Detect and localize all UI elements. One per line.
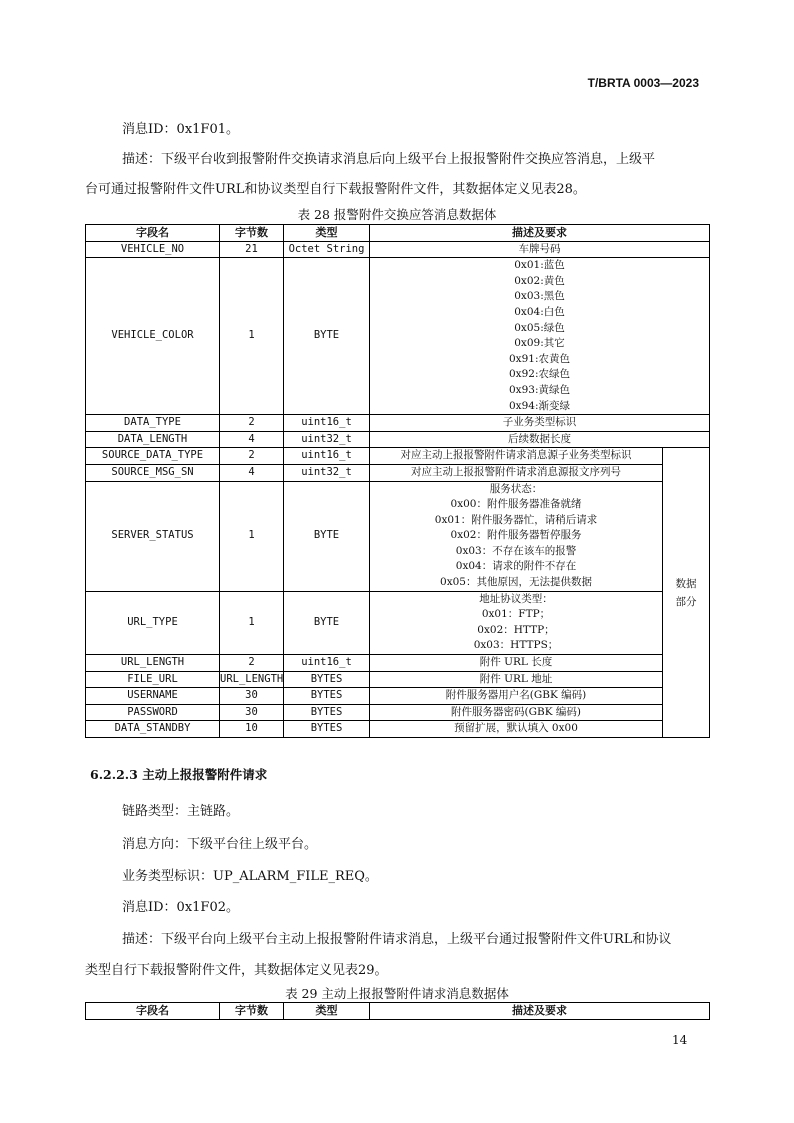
column-header: 字节数	[220, 1003, 284, 1020]
byte-count-cell: 2	[220, 448, 284, 465]
description-line: 0x03：HTTPS；	[473, 639, 559, 652]
type-cell: uint16_t	[284, 415, 370, 432]
description-line: 0x94:渐变绿	[508, 399, 570, 412]
type-cell: uint32_t	[284, 431, 370, 448]
description-line: 描述：下级平台收到报警附件交换请求消息后向上级平台上报报警附件交换应答消息，上级平	[122, 152, 656, 167]
direction-text: 消息方向：下级平台往上级平台。	[122, 837, 318, 852]
description-line: 0x09:其它	[514, 337, 565, 350]
table-row	[86, 481, 710, 591]
page-number: 14	[672, 1033, 688, 1047]
description-cell	[370, 688, 663, 705]
table-row	[86, 671, 710, 688]
table-row	[86, 704, 710, 721]
table-row	[86, 241, 710, 258]
byte-count-cell: 4	[220, 464, 284, 481]
description-cell	[370, 721, 663, 738]
description-cell	[370, 241, 710, 258]
table-row	[86, 258, 710, 415]
description-line: 对应主动上报报警附件请求消息源报文序列号	[411, 465, 621, 478]
byte-count-cell: 1	[220, 591, 284, 654]
description-line: 0x01：附件服务器忙，请稍后请求	[434, 513, 598, 526]
field-name-cell: DATA_TYPE	[86, 415, 220, 432]
description-cell	[370, 415, 710, 432]
table-row	[86, 415, 710, 432]
data-section-label-line: 数据	[675, 577, 697, 590]
type-cell: BYTE	[284, 481, 370, 591]
description-cell	[370, 671, 663, 688]
type-cell: BYTE	[284, 258, 370, 415]
table-row	[86, 431, 710, 448]
data-section-label-line: 部分	[675, 595, 697, 608]
description-line: 0x04:白色	[514, 305, 565, 318]
type-cell: BYTES	[284, 688, 370, 705]
description-cell	[370, 655, 663, 672]
description-line: 0x01：FTP；	[481, 608, 551, 621]
field-name-cell: SOURCE_MSG_SN	[86, 464, 220, 481]
table-29	[85, 1002, 710, 1020]
field-name-cell: VEHICLE_NO	[86, 241, 220, 258]
table-row	[86, 721, 710, 738]
description-line: 0x03：不存在该车的报警	[455, 544, 577, 557]
description-line: 0x01:蓝色	[514, 259, 565, 272]
description-line: 0x00：附件服务器准备就绪	[450, 498, 582, 511]
field-name-cell: URL_LENGTH	[86, 655, 220, 672]
description-cell	[370, 481, 663, 591]
type-cell: BYTES	[284, 721, 370, 738]
message-id: 消息ID：0x1F02。	[122, 900, 239, 915]
table-row	[86, 688, 710, 705]
field-name-cell: DATA_STANDBY	[86, 721, 220, 738]
byte-count-cell: URL_LENGTH	[220, 671, 284, 688]
column-header: 字段名	[86, 225, 220, 242]
description-line: 0x92:农绿色	[508, 368, 570, 381]
description-line: 0x05:绿色	[514, 321, 565, 334]
field-name-cell: SERVER_STATUS	[86, 481, 220, 591]
description-line: 后续数据长度	[508, 432, 571, 445]
description-line: 附件 URL 长度	[479, 656, 553, 669]
type-cell: uint16_t	[284, 448, 370, 465]
byte-count-cell: 21	[220, 241, 284, 258]
byte-count-cell: 30	[220, 704, 284, 721]
description-cell	[370, 464, 663, 481]
description-line: 0x02:黄色	[514, 274, 565, 287]
business-type-text: 业务类型标识：UP_ALARM_FILE_REQ。	[122, 869, 378, 884]
description-line: 描述：下级平台向上级平台主动上报报警附件请求消息，上级平台通过报警附件文件URL和协议	[122, 932, 672, 947]
byte-count-cell: 1	[220, 258, 284, 415]
description-line: 0x91:农黄色	[508, 352, 570, 365]
table-header-row	[86, 225, 710, 242]
type-cell: uint32_t	[284, 464, 370, 481]
description-line: 0x02：附件服务器暂停服务	[450, 529, 582, 542]
field-name-cell: PASSWORD	[86, 704, 220, 721]
field-name-cell: URL_TYPE	[86, 591, 220, 654]
description-cell	[370, 591, 663, 654]
section-heading: 6.2.2.3 主动上报报警附件请求	[90, 767, 268, 782]
byte-count-cell: 10	[220, 721, 284, 738]
column-header: 描述及要求	[370, 1003, 710, 1020]
description-line: 类型自行下载报警附件文件，其数据体定义见表29。	[85, 963, 388, 978]
type-cell: BYTE	[284, 591, 370, 654]
column-header: 字段名	[86, 1003, 220, 1020]
type-cell: BYTES	[284, 704, 370, 721]
field-name-cell: SOURCE_DATA_TYPE	[86, 448, 220, 465]
table-29-caption: 表 29 主动上报报警附件请求消息数据体	[285, 986, 509, 1001]
description-line: 地址协议类型：	[479, 592, 553, 605]
description-line: 0x05：其他原因，无法提供数据	[440, 576, 592, 589]
byte-count-cell: 1	[220, 481, 284, 591]
description-line: 0x02：HTTP；	[477, 623, 555, 636]
field-name-cell: FILE_URL	[86, 671, 220, 688]
description-line: 0x04：请求的附件不存在	[455, 560, 577, 573]
description-cell	[370, 431, 710, 448]
column-header: 类型	[284, 225, 370, 242]
description-line: 附件 URL 地址	[479, 672, 553, 685]
byte-count-cell: 30	[220, 688, 284, 705]
message-id: 消息ID：0x1F01。	[122, 122, 239, 137]
byte-count-cell: 4	[220, 431, 284, 448]
link-type-text: 链路类型：主链路。	[122, 804, 240, 819]
document-id: T/BRTA 0003—2023	[587, 76, 699, 90]
description-line: 预留扩展，默认填入 0x00	[454, 722, 578, 735]
table-header-row	[86, 1003, 710, 1020]
description-cell	[370, 258, 710, 415]
description-line: 台可通过报警附件文件URL和协议类型自行下载报警附件文件，其数据体定义见表28。	[85, 182, 586, 197]
type-cell: BYTES	[284, 671, 370, 688]
table-row	[86, 464, 710, 481]
table-row	[86, 591, 710, 654]
byte-count-cell: 2	[220, 655, 284, 672]
description-line: 0x93:黄绿色	[508, 383, 570, 396]
description-line: 0x03:黑色	[514, 290, 565, 303]
type-cell: uint16_t	[284, 655, 370, 672]
field-name-cell: DATA_LENGTH	[86, 431, 220, 448]
column-header: 类型	[284, 1003, 370, 1020]
table-row	[86, 655, 710, 672]
description-line: 附件服务器密码(GBK 编码)	[451, 705, 581, 718]
description-cell	[370, 448, 663, 465]
column-header: 描述及要求	[370, 225, 710, 242]
description-line: 对应主动上报报警附件请求消息源子业务类型标识	[400, 449, 632, 462]
data-section-label	[663, 448, 710, 738]
table-row	[86, 448, 710, 465]
description-line: 车牌号码	[518, 242, 561, 255]
table-28	[85, 224, 710, 738]
description-line: 附件服务器用户名(GBK 编码)	[445, 689, 587, 702]
description-cell	[370, 704, 663, 721]
field-name-cell: VEHICLE_COLOR	[86, 258, 220, 415]
field-name-cell: USERNAME	[86, 688, 220, 705]
description-line: 服务状态：	[489, 482, 543, 495]
table-28-caption: 表 28 报警附件交换应答消息数据体	[297, 207, 497, 222]
description-line: 子业务类型标识	[502, 416, 577, 429]
type-cell: Octet String	[284, 241, 370, 258]
byte-count-cell: 2	[220, 415, 284, 432]
column-header: 字节数	[220, 225, 284, 242]
